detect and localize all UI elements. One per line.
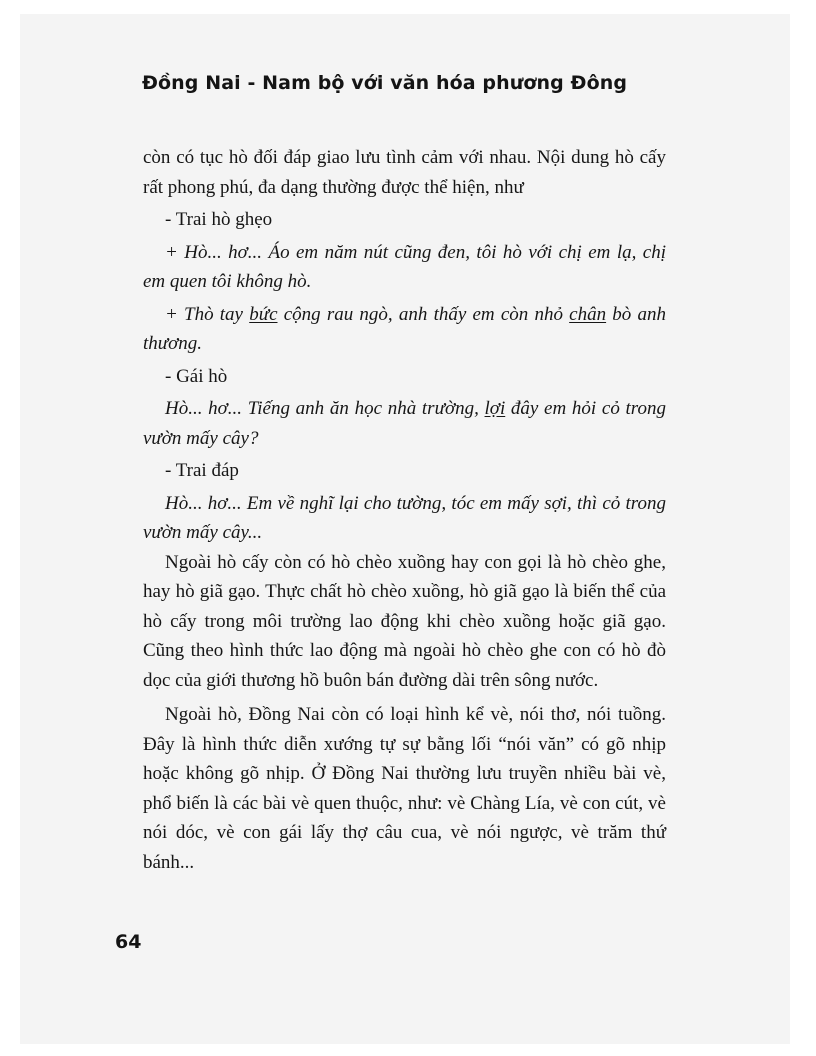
- verse-3: [143, 394, 666, 453]
- verse-4: Hò... hơ... Em về nghĩ lại cho tường, tóc em mấy sợi, thì cỏ trong vườn mấy cây...: [143, 492, 666, 543]
- underlined-word-buc: bức: [249, 303, 278, 325]
- intro-paragraph: còn có tục hò đối đáp giao lưu tình cảm với nhau. Nội dung hò cấy rất phong phú, đa dạng thường được thể hiện, như: [143, 147, 666, 198]
- body-paragraph-2: Ngoài hò, Đồng Nai còn có loại hình kể vè, nói thơ, nói tuồng. Đây là hình thức diễn xướng tự sự bằng lối “nói văn” có gõ nhịp hoặc không gõ nhịp. Ở Đồng Nai thường lưu truyền nhiều bài vè, phổ biến là các bài vè quen thuộc, như: vè Chàng Lía, vè con cút, vè nói dóc, vè con gái lấy thợ câu cua, vè nói ngược, vè trăm thứ bánh...: [143, 704, 666, 873]
- underlined-word-chan: chân: [569, 303, 607, 325]
- running-header: Đồng Nai - Nam bộ với văn hóa phương Đông: [142, 72, 628, 94]
- verse-2-part-1: + Thò tay: [165, 303, 250, 325]
- verse-2-part-3: bò anh thương.: [143, 303, 666, 354]
- verse-3-part-1: Hò... hơ... Tiếng anh ăn học nhà trường,: [165, 398, 485, 419]
- verse-2: [143, 300, 666, 359]
- speaker-label-trai-dap: - Trai đáp: [165, 460, 239, 481]
- page-body: [143, 143, 666, 880]
- body-paragraph-1: Ngoài hò cấy còn có hò chèo xuồng hay con gọi là hò chèo ghe, hay hò giã gạo. Thực chất hò chèo xuồng, hò giã gạo là biến thể của hò cấy trong môi trường lao động khi chèo xuồng hoặc giã gạo. Cũng theo hình thức lao động mà ngoài hò chèo ghe con có hò đò dọc của giới thương hồ buôn bán đường dài trên sông nước.: [143, 551, 666, 691]
- underlined-word-loi: lợi: [484, 398, 506, 419]
- speaker-label-gai-ho: - Gái hò: [165, 365, 228, 387]
- speaker-label-trai-ho-gheo: - Trai hò ghẹo: [165, 209, 273, 230]
- verse-1: + Hò... hơ... Áo em năm nút cũng đen, tôi hò với chị em lạ, chị em quen tôi không hò.: [143, 241, 666, 292]
- verse-2-part-2: cộng rau ngò, anh thấy em còn nhỏ: [277, 303, 570, 325]
- page-number: 64: [115, 931, 142, 953]
- verse-3-part-2: đây em hỏi cỏ trong vườn mấy cây?: [143, 398, 666, 449]
